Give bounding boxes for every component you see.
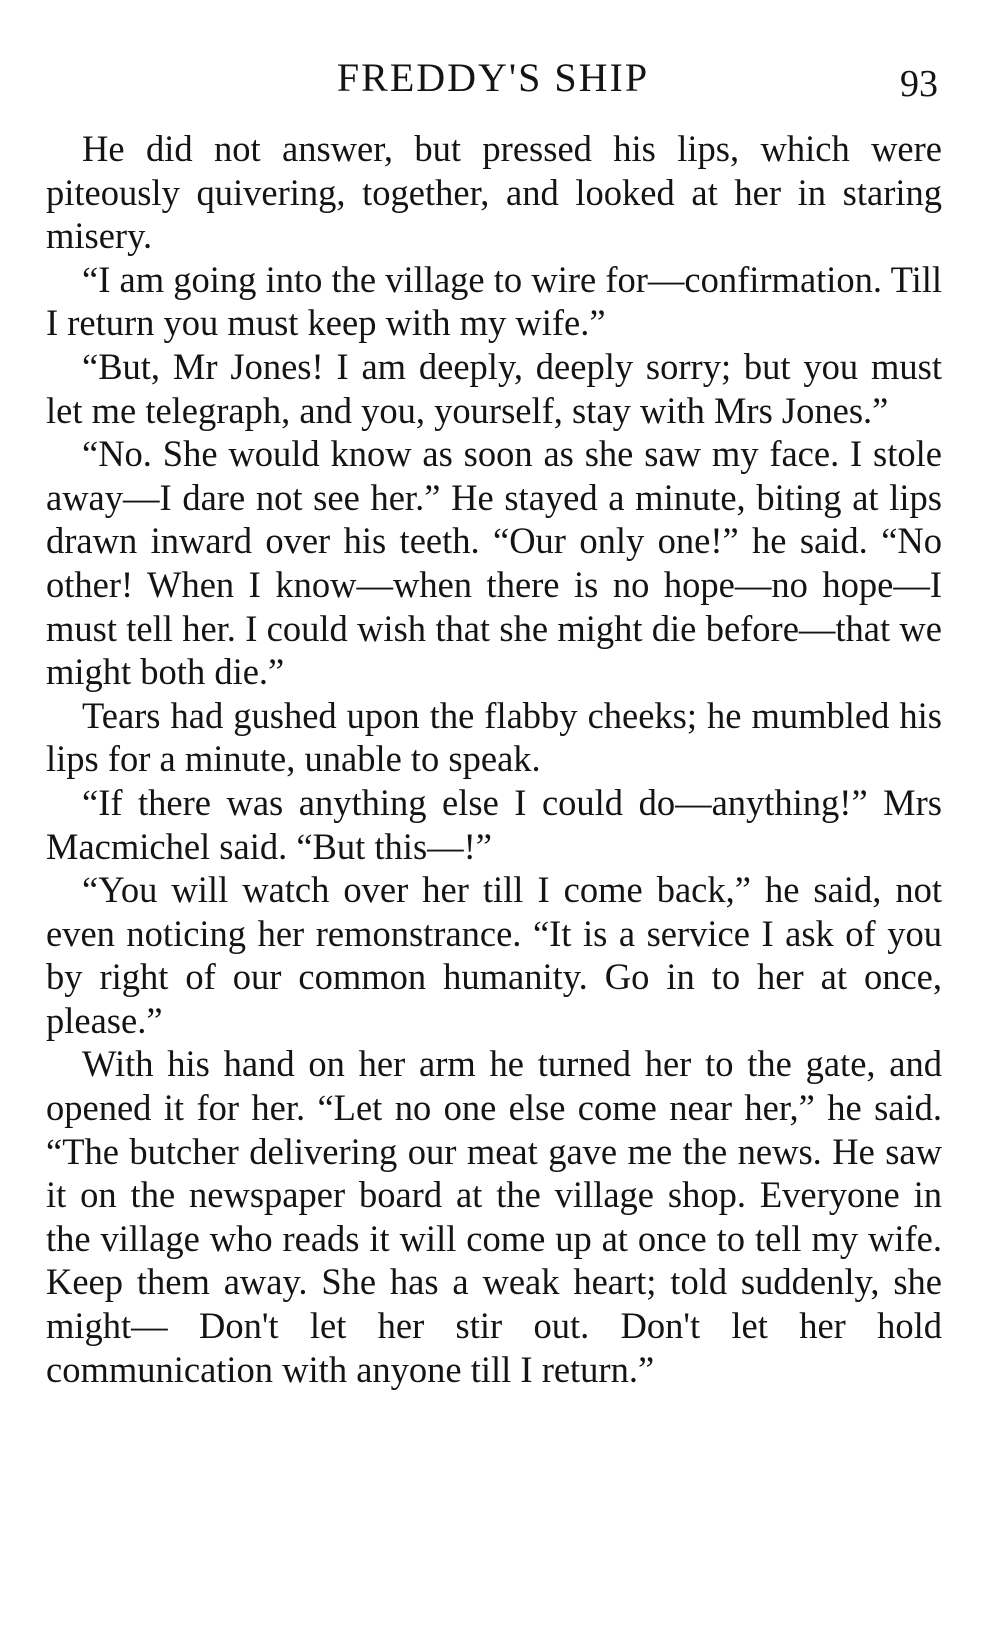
paragraph: “But, Mr Jones! I am deeply, deeply sorry; but you must let me telegraph, and you, yourself, stay with Mrs Jones.” <box>46 345 942 431</box>
paragraph: He did not answer, but pressed his lips, which were piteously quivering, together, and looked at her in staring misery. <box>46 128 942 257</box>
paragraph: “If there was anything else I could do—anything!” Mrs Macmichel said. “But this—!” <box>46 781 942 867</box>
page-number: 93 <box>900 63 938 105</box>
running-head <box>48 48 938 108</box>
paragraph: With his hand on her arm he turned her to the gate, and opened it for her. “Let no one else come near her,” he said. “The butcher delivering our meat gave me the news. He saw it on the newspaper board at the village shop. Everyone in the village who reads it will come up at once to tell my wife. Keep them away. She has a weak heart; told suddenly, she might— Don't let her stir out. Don't let her hold communication with anyone till I return.” <box>46 1043 942 1390</box>
body-text <box>46 127 942 1391</box>
paragraph: “You will watch over her till I come back,” he said, not even noticing her remonstrance. “It is a service I ask of you by right of our common humanity. Go in to her at once, please.” <box>46 869 942 1041</box>
paragraph: Tears had gushed upon the flabby cheeks; he mumbled his lips for a minute, unable to speak. <box>46 694 942 780</box>
paragraph: “I am going into the village to wire for—confirmation. Till I return you must keep with my wife.” <box>46 258 942 344</box>
paragraph: “No. She would know as soon as she saw my face. I stole away—I dare not see her.” He stayed a minute, biting at lips drawn inward over his teeth. “Our only one!” he said. “No other! When I know—when there is no hope—no hope—I must tell her. I could wish that she might die before—that we might both die.” <box>46 433 942 693</box>
running-title: FREDDY'S SHIP <box>336 55 650 100</box>
